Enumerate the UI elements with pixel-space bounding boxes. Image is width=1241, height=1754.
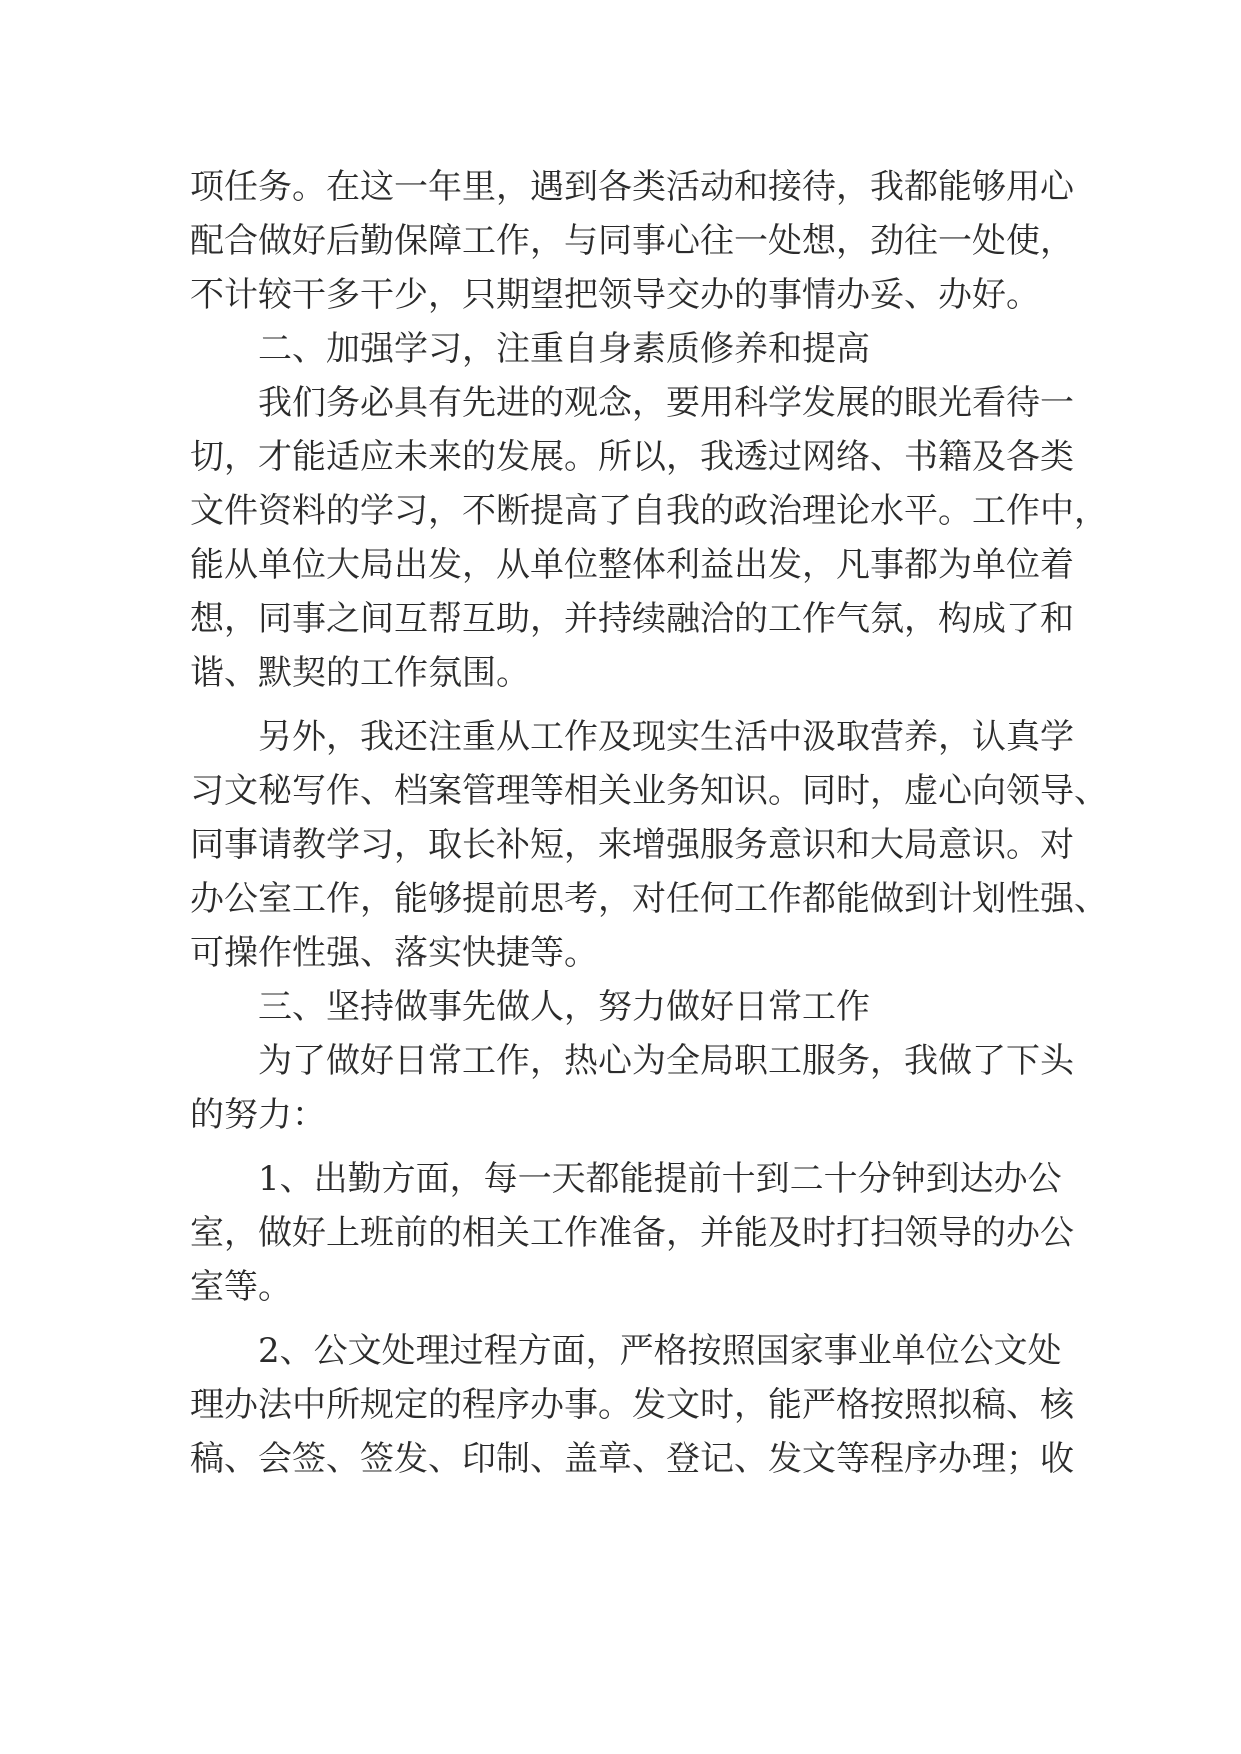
paragraph: [190, 160, 1074, 322]
text-line: 1、出勤方面，每一天都能提前十到二十分钟到达办公: [258, 1159, 1062, 1199]
text-line: 切，才能适应未来的发展。所以，我透过网络、书籍及各类: [190, 437, 1074, 477]
document-body: [190, 160, 1108, 1486]
paragraph: [190, 376, 1108, 700]
text-line: 我们务必具有先进的观念，要用科学发展的眼光看待一: [258, 383, 1074, 423]
text-line: 配合做好后勤保障工作，与同事心往一处想，劲往一处使，: [190, 221, 1074, 261]
text-line: 稿、会签、签发、印制、盖章、登记、发文等程序办理；收: [190, 1439, 1074, 1479]
text-line: 文件资料的学习，不断提高了自我的政治理论水平。工作中，: [190, 491, 1108, 531]
text-line: 为了做好日常工作，热心为全局职工服务，我做了下头: [258, 1041, 1074, 1081]
text-line: 不计较干多干少，只期望把领导交办的事情办妥、办好。: [190, 275, 1040, 315]
text-line: 室等。: [190, 1267, 292, 1307]
text-line: 办公室工作，能够提前思考，对任何工作都能做到计划性强、: [190, 879, 1108, 919]
paragraph: [190, 1152, 1074, 1314]
heading-line: 三、坚持做事先做人，努力做好日常工作: [258, 987, 870, 1027]
paragraph: [190, 1034, 1074, 1142]
text-line: 室，做好上班前的相关工作准备，并能及时打扫领导的办公: [190, 1213, 1074, 1253]
text-line: 另外，我还注重从工作及现实生活中汲取营养，认真学: [258, 717, 1074, 757]
text-line: 谐、默契的工作氛围。: [190, 653, 530, 693]
heading-line: 二、加强学习，注重自身素质修养和提高: [258, 329, 870, 369]
text-line: 项任务。在这一年里，遇到各类活动和接待，我都能够用心: [190, 167, 1074, 207]
paragraph: [190, 710, 1108, 980]
text-line: 想，同事之间互帮互助，并持续融洽的工作气氛，构成了和: [190, 599, 1074, 639]
text-line: 同事请教学习，取长补短，来增强服务意识和大局意识。对: [190, 825, 1074, 865]
section-heading: [190, 322, 1060, 376]
text-line: 习文秘写作、档案管理等相关业务知识。同时，虚心向领导、: [190, 771, 1108, 811]
text-line: 的努力：: [190, 1095, 326, 1135]
text-line: 能从单位大局出发，从单位整体利益出发，凡事都为单位着: [190, 545, 1074, 585]
text-line: 可操作性强、落实快捷等。: [190, 933, 598, 973]
section-heading: [190, 980, 1060, 1034]
paragraph: [190, 1324, 1074, 1486]
text-line: 2、公文处理过程方面，严格按照国家事业单位公文处: [258, 1331, 1062, 1371]
text-line: 理办法中所规定的程序办事。发文时，能严格按照拟稿、核: [190, 1385, 1074, 1425]
